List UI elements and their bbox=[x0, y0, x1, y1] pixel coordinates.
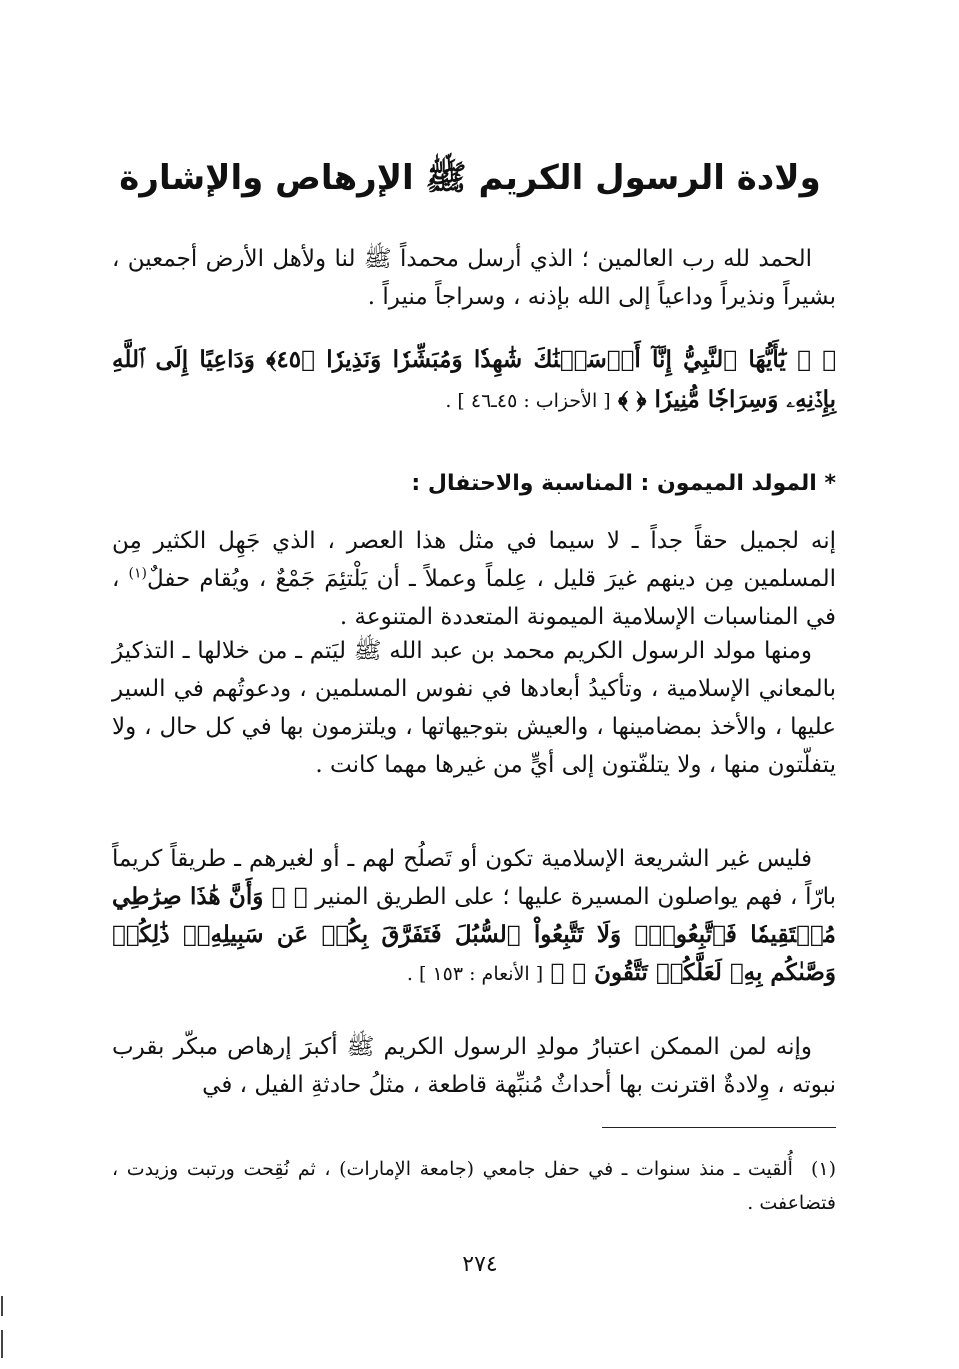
paragraph-text: إنه لجميل حقاً جداً ـ لا سيما في مثل هذا العصر ، الذي جَهِل الكثير مِن المسلمين مِن دينهم غيرَ قليل ، عِلماً وعملاً ـ أن يَلْتئِمَ جَمْعٌ ، ويُقام حفلٌ bbox=[112, 528, 836, 592]
paragraph-text: فليس غير الشريعة الإسلامية تكون أو تَصلُح لهم ـ أو لغيرهم ـ طريقاً كريماً بارّاً ، فهم يواصلون المسيرة عليها ؛ على الطريق المنير bbox=[112, 846, 837, 910]
paragraph-sharia bbox=[112, 840, 836, 993]
quran-verse-text: ﴿ ﴾ وَأَنَّ هَٰذَا صِرَٰطِي مُسۡتَقِيمٗا فَٱتَّبِعُوهُۖ وَلَا تَتَّبِعُواْ ٱلسُّبُلَ فَتَفَرَّقَ بِكُمۡ عَن سَبِيلِهِۦۚ ذَٰلِكُمۡ وَصَّىٰكُم بِهِۦ لَعَلَّكُمۡ تَتَّقُونَ ﴿ ﴾ bbox=[112, 883, 836, 986]
quran-verse-reference: [ الأنعام : ١٥٣ ] . bbox=[406, 963, 544, 985]
footnote-divider bbox=[602, 1127, 836, 1128]
paragraph-text-continued: ، في المناسبات الإسلامية الميمونة المتعددة المتنوعة . bbox=[112, 566, 836, 630]
page-title: ولادة الرسول الكريم ﷺ الإرهاص والإشارة bbox=[119, 158, 821, 198]
footnote-marker: (١) bbox=[810, 1158, 836, 1180]
intro-paragraph bbox=[112, 240, 836, 316]
paragraph-mawlid bbox=[112, 632, 836, 784]
footnote bbox=[112, 1152, 836, 1220]
paragraph-text: وإنه لمن الممكن اعتبارُ مولدِ الرسول الكريم ﷺ أكبرَ إرهاص مبكّر بقرب نبوته ، وِلادةٌ اقترنت بها أحداثٌ مُنبِّهة قاطعة ، مثلُ حادثةِ الفيل ، في bbox=[112, 1034, 836, 1098]
intro-text: الحمد لله رب العالمين ؛ الذي أرسل محمداً ﷺ لنا ولأهل الأرض أجمعين ، بشيراً ونذيراً وداعياً إلى الله بإذنه ، وسراجاً منيراً . bbox=[112, 246, 836, 310]
footnote-text: أُلقيت ـ منذ سنوات ـ في حفل جامعي (جامعة الإمارات) ، ثم نُقِحت ورتبت وزيدت ، فتضاعفت . bbox=[112, 1158, 836, 1214]
paragraph-celebration bbox=[112, 522, 836, 636]
edge-mark bbox=[1, 1296, 3, 1316]
page-number: ٢٧٤ bbox=[462, 1252, 498, 1277]
edge-mark bbox=[1, 1330, 3, 1358]
scan-edge-marks bbox=[0, 1290, 4, 1369]
quran-verse-reference: [ الأحزاب : ٤٥ـ٤٦ ] . bbox=[445, 390, 611, 412]
paragraph-text: ومنها مولد الرسول الكريم محمد بن عبد الله ﷺ ليَتم ـ من خلالها ـ التذكيرُ بالمعاني الإسلامية ، وتأكيدُ أبعادها في نفوس المسلمين ، ودعوتُهم في السير عليها ، والأخذ بمضامينها ، والعيش بتوجيهاتها ، ويلتزمون بها في كل حال ، ولا يتفلّتون منها ، ولا يتلفّتون إلى أيٍّ من غيرها مهما كانت . bbox=[112, 638, 836, 778]
quran-verse-text: ﴿ ﴾ يَٰٓأَيُّهَا ٱلنَّبِيُّ إِنَّآ أَرۡسَلۡنَٰكَ شَٰهِدٗا وَمُبَشِّرٗا وَنَذِيرٗا ﴿٤٥﴾ وَدَاعِيًا إِلَى ٱللَّهِ بِإِذۡنِهِۦ وَسِرَاجٗا مُّنِيرٗا ﴿ ﴾ bbox=[112, 346, 836, 413]
section-heading: * المولد الميمون : المناسبة والاحتفال : bbox=[411, 471, 836, 496]
footnote-reference-marker: (١) bbox=[128, 565, 147, 582]
quran-verse-block bbox=[112, 340, 836, 421]
paragraph-irhas bbox=[112, 1028, 836, 1104]
